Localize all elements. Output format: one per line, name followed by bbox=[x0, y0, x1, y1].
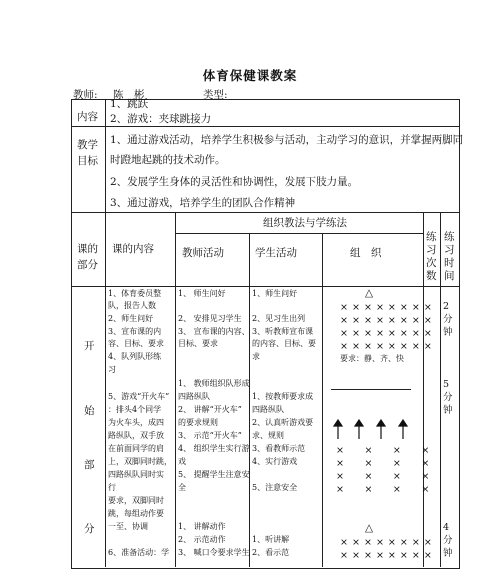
teacher-line: 3、 喊口令要求学生 bbox=[178, 548, 250, 557]
content-line: 6、准备活动：学 bbox=[108, 548, 170, 557]
content-line: ：排头4个同学 bbox=[108, 405, 162, 414]
content-line: 2、师生问好 bbox=[108, 314, 154, 323]
teacher-line: 3、 宣布课的内容、 bbox=[178, 327, 250, 336]
teacher-line: 2、 安排见习学生 bbox=[178, 314, 242, 323]
content-line: 习 bbox=[108, 365, 116, 374]
teacher-marker-icon: △ bbox=[365, 287, 374, 299]
formation-row: × × × × × × × × bbox=[340, 302, 433, 313]
page-title: 体育保健课教案 bbox=[202, 68, 298, 83]
divider bbox=[175, 213, 176, 567]
teacher-line: 四路纵队 bbox=[178, 392, 210, 401]
formation-grid-row: × × × × bbox=[336, 445, 430, 456]
content-line: 4、队列队形练 bbox=[108, 352, 162, 361]
divider bbox=[72, 286, 459, 287]
student-line: 求 bbox=[252, 352, 260, 361]
content-line: 行 bbox=[108, 483, 116, 492]
time-unit: 钟 bbox=[443, 405, 453, 416]
teacher-line: 5、 提醒学生注意安 bbox=[178, 470, 250, 479]
student-line: 四路纵队 bbox=[252, 405, 284, 414]
content-line: 5、游戏“开火车” bbox=[108, 392, 170, 401]
formation-grid-row: × × × × bbox=[336, 484, 430, 495]
divider bbox=[322, 234, 323, 567]
student-line: 的内容、目标、要 bbox=[252, 339, 316, 348]
side-label-kai: 开 bbox=[84, 340, 95, 352]
student-line: 2、认真听游戏要 bbox=[252, 418, 314, 427]
time-header-3: 时 bbox=[444, 257, 455, 269]
time-header-2: 习 bbox=[444, 244, 455, 256]
teacher-line: 4、 组织学生实行游 bbox=[178, 444, 250, 453]
divider bbox=[249, 234, 250, 567]
divider bbox=[423, 213, 424, 567]
divider bbox=[105, 100, 106, 567]
content-item-2: 2、游戏：夹球跳接力 bbox=[110, 113, 212, 125]
formation-row: × × × × × × × × bbox=[340, 328, 433, 339]
time-value: 4 bbox=[443, 522, 450, 533]
formation-row: × × × × × × × × bbox=[340, 550, 433, 561]
content-line: 要求，双脚同时 bbox=[108, 496, 164, 505]
time-unit: 钟 bbox=[443, 548, 453, 559]
time-unit: 钟 bbox=[443, 327, 453, 338]
formation-row: × × × × × × × × bbox=[340, 537, 433, 548]
start-line bbox=[331, 389, 411, 390]
goals-label-2: 目标 bbox=[77, 155, 98, 167]
org-group-header: 组织教法与学练法 bbox=[263, 217, 347, 229]
teacher-line: 3、 示范“开火车” bbox=[178, 431, 242, 440]
time-header-1: 练 bbox=[444, 231, 455, 243]
content-line: 上，双脚同时跳， bbox=[108, 457, 172, 466]
freq-header-4: 数 bbox=[426, 270, 437, 282]
student-line: 1、听讲解 bbox=[252, 535, 290, 544]
formation-grid-row: × × × × bbox=[336, 471, 430, 482]
content-line: 路纵队，双手放 bbox=[108, 431, 164, 440]
content-line: 1、体育委员整 bbox=[108, 289, 162, 298]
teacher-line: 2、 示范动作 bbox=[178, 535, 226, 544]
freq-header-2: 习 bbox=[426, 244, 437, 256]
divider bbox=[175, 233, 423, 234]
teacher-line: 目标、要求 bbox=[178, 339, 218, 348]
teacher-line: 1、 讲解动作 bbox=[178, 522, 226, 531]
formation-row: × × × × × × × × bbox=[340, 341, 433, 352]
content-line: 一至、协调 bbox=[108, 522, 148, 531]
side-label-bu: 部 bbox=[84, 459, 95, 471]
goal-3: 3、通过游戏，培养学生的团队合作精神 bbox=[110, 197, 296, 209]
content-line: 四路纵队同时实 bbox=[108, 470, 164, 479]
teacher-header: 教师活动 bbox=[182, 247, 224, 259]
teacher-line: 1、 师生问好 bbox=[178, 289, 226, 298]
section-header-2: 部分 bbox=[77, 259, 98, 271]
time-value: 5 bbox=[443, 379, 450, 390]
section-header-1: 课的 bbox=[77, 243, 98, 255]
content-line: 在前面同学的肩 bbox=[108, 444, 164, 453]
student-line: 1、按教师要求成 bbox=[252, 392, 314, 401]
goal-1-line-2: 时蹬地起跳的技术动作。 bbox=[110, 154, 226, 166]
goals-label-1: 教学 bbox=[77, 139, 98, 151]
student-header: 学生活动 bbox=[255, 247, 297, 259]
student-line: 4、实行游戏 bbox=[252, 457, 298, 466]
content-header: 课的内容 bbox=[112, 243, 154, 255]
student-line: 求、规则 bbox=[252, 431, 284, 440]
student-line: 2、看示范 bbox=[252, 548, 290, 557]
student-line: 3、听教师宣布课 bbox=[252, 327, 314, 336]
student-line: 3、看教师示范 bbox=[252, 444, 306, 453]
content-line: 容、目标、要求 bbox=[108, 339, 164, 348]
time-unit: 分 bbox=[443, 392, 453, 403]
divider bbox=[440, 213, 441, 567]
time-value: 2 bbox=[443, 301, 450, 312]
type-label: 类型: bbox=[203, 89, 228, 101]
goal-2: 2、发展学生身体的灵活性和协调性，发展下肢力量。 bbox=[110, 176, 359, 188]
content-line: 3、宣布课的内 bbox=[108, 327, 162, 336]
teacher-line: 的要求规则 bbox=[178, 418, 218, 427]
teacher-name: 陈 彬 bbox=[113, 89, 145, 101]
teacher-line: 全 bbox=[178, 483, 186, 492]
side-label-fen: 分 bbox=[84, 523, 95, 535]
formation-grid-row: × × × × bbox=[336, 458, 430, 469]
time-header-4: 间 bbox=[444, 270, 455, 282]
student-line: 2、见习生出列 bbox=[252, 314, 306, 323]
student-line: 5、注意安全 bbox=[252, 483, 298, 492]
formation-row: × × × × × × × × bbox=[340, 315, 433, 326]
teacher-label: 教师: bbox=[73, 89, 98, 101]
time-unit: 分 bbox=[443, 314, 453, 325]
student-line: 1、师生问好 bbox=[252, 289, 298, 298]
side-label-shi: 始 bbox=[84, 405, 95, 417]
content-label: 内容 bbox=[77, 111, 98, 123]
content-line: 为火车头，成四 bbox=[108, 418, 164, 427]
content-item-1: 1、跳跃 bbox=[110, 98, 149, 110]
teacher-line: 戏 bbox=[178, 457, 186, 466]
arrows-up-icon bbox=[330, 419, 412, 441]
freq-header-1: 练 bbox=[426, 231, 437, 243]
teacher-marker-icon: △ bbox=[365, 522, 374, 534]
goal-1-line-1: 1、通过游戏活动，培养学生积极参与活动，主动学习的意识，并掌握两脚同 bbox=[110, 134, 464, 146]
teacher-line: 1、 教师组织队形成 bbox=[178, 379, 250, 388]
org-header: 组 织 bbox=[350, 247, 382, 259]
freq-header-3: 次 bbox=[426, 257, 437, 269]
content-line: 队，报告人数 bbox=[108, 301, 156, 310]
teacher-line: 2、 讲解“开火车” bbox=[178, 405, 242, 414]
content-line: 跳，每组动作要 bbox=[108, 509, 164, 518]
time-unit: 分 bbox=[443, 535, 453, 546]
org-requirement: 要求：静、齐、快 bbox=[340, 354, 404, 363]
